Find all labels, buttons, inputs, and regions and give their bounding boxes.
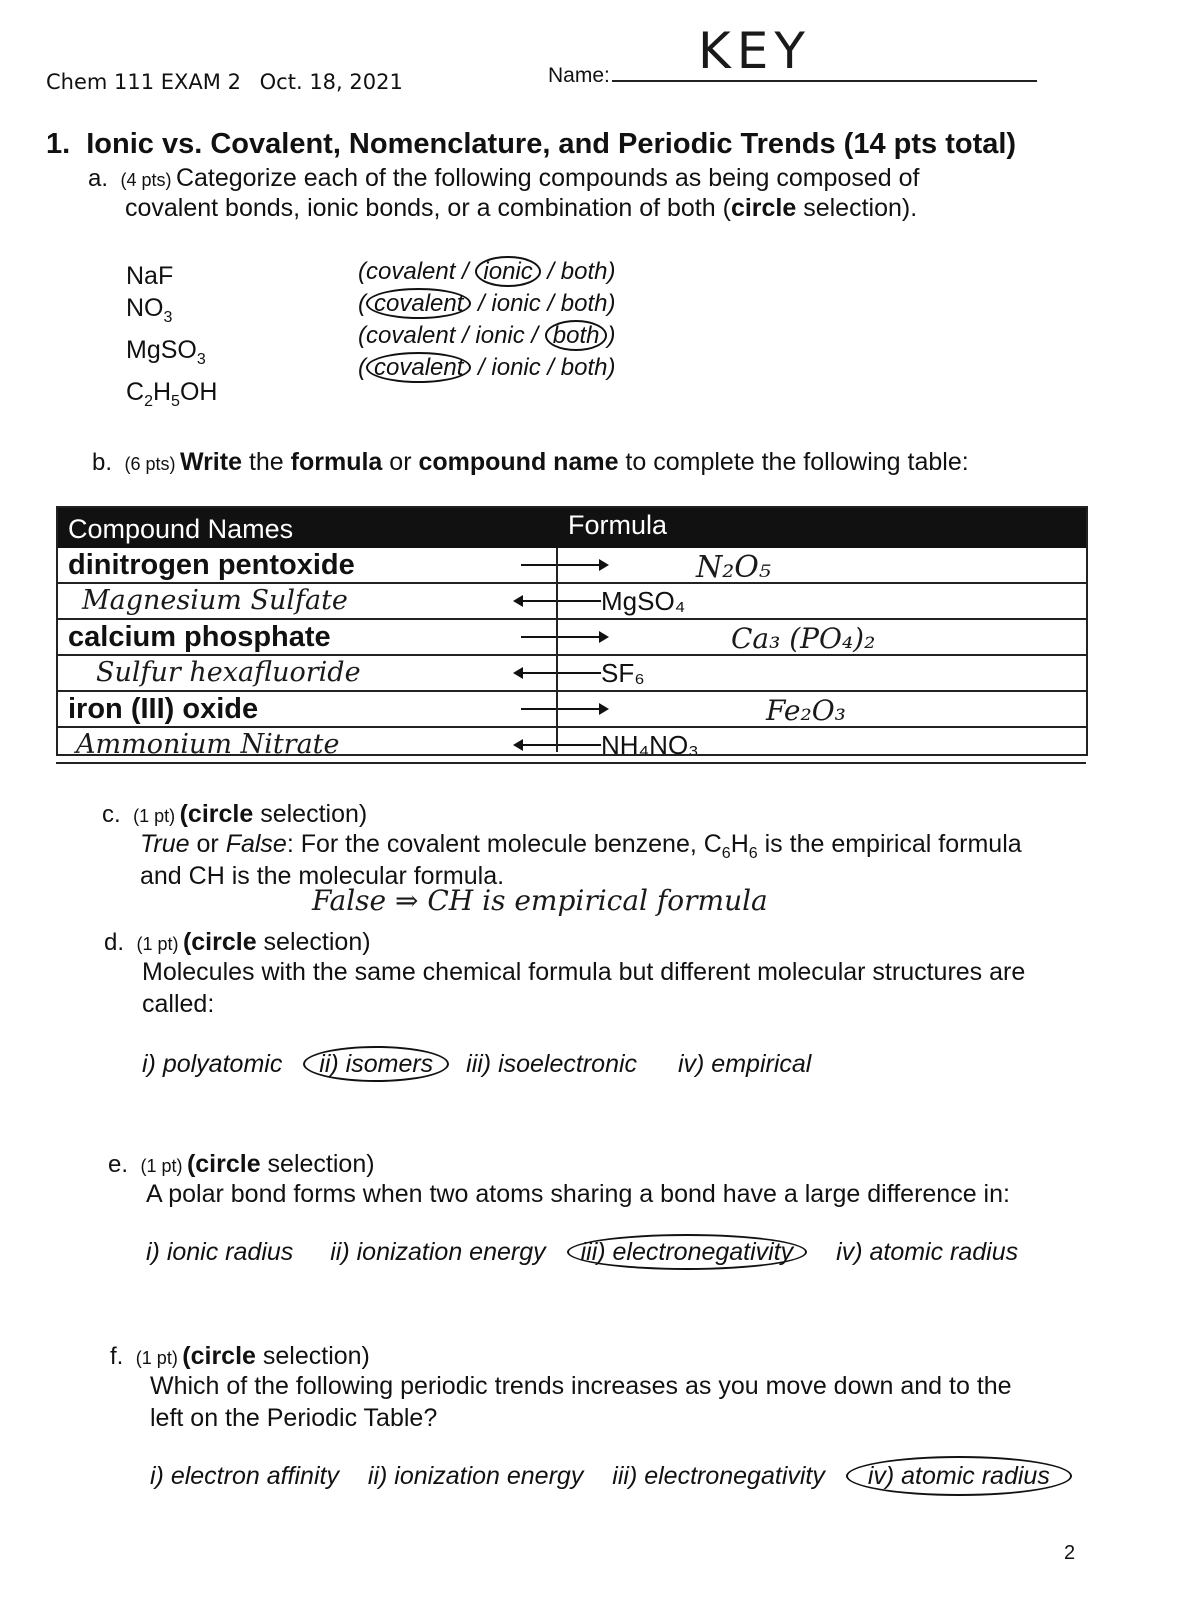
circled-answer: both [545,320,608,351]
name-line [612,80,1037,82]
part-letter: d. [104,929,125,956]
part-b-header [92,448,969,477]
name-label: Name: [548,64,610,87]
compound-2: MgSO$_3$ [126,336,206,368]
course-name: Chem 111 EXAM 2 [46,70,241,94]
compound-name[interactable]: Ammonium Nitrate [76,729,340,760]
selection-word: selection) [255,1342,370,1370]
part-e-header [108,1150,375,1179]
question-1-heading [46,128,1016,161]
choice-list [358,256,615,384]
instruction: Categorize each of the following compounds as being composed of [175,164,920,192]
part-letter: c. [102,801,121,828]
option-ionic-radius[interactable]: i) ionic radius [146,1238,294,1266]
part-e-options [146,1238,1018,1267]
choice-3[interactable]: ( covalent / ionic / both) [358,354,616,381]
col-header-names: Compound Names [68,514,294,544]
circle-word: (circle [182,928,257,956]
points: (4 pts) [120,170,172,190]
part-d-line2: called: [142,990,215,1018]
formula[interactable]: SF₆ [601,658,645,688]
part-d-options [142,1050,811,1079]
formula[interactable]: MgSO₄ [601,586,686,616]
name-value: KEY [698,22,811,80]
part-c-line2: and CH is the molecular formula. [140,862,505,890]
choice-0[interactable]: (covalent / ionic / both) [358,258,616,285]
option-electronegativity[interactable]: iii) electronegativity [612,1462,825,1490]
circle-word: (circle [179,800,254,828]
part-d-header [104,928,371,957]
formula[interactable]: NH₄NO₃ [601,730,699,760]
part-f-line2: left on the Periodic Table? [150,1404,438,1432]
compound-3: $C_2H_5OH$ [126,378,218,410]
selection-word: selection) [253,800,368,828]
option-atomic-radius[interactable]: iv) atomic radius [836,1238,1019,1266]
formula[interactable]: Ca₃ (PO₄)₂ [731,622,876,655]
compound-table [56,506,1086,764]
circle-word: (circle [182,1342,256,1370]
option-empirical[interactable]: iv) empirical [677,1050,812,1078]
option-ionization-energy[interactable]: ii) ionization energy [367,1462,584,1490]
compound-1: $NO_3$ [126,294,173,326]
exam-date: Oct. 18, 2021 [259,70,403,94]
points: (1 pt) [140,1156,183,1176]
part-d-line1: Molecules with the same chemical formula but different molecular structures are [142,958,1026,986]
instruction-text-end: selection). [796,194,918,222]
part-a-header [88,164,919,193]
part-f-line1: Which of the following periodic trends increases as you move down and to the [150,1372,1012,1400]
part-letter: e. [108,1151,129,1178]
compound-name[interactable]: Sulfur hexafluoride [96,657,361,688]
part-f-header [110,1342,370,1371]
circle-word: (circle [186,1150,261,1178]
compound-name[interactable]: dinitrogen pentoxide [68,549,355,581]
choice-1[interactable]: ( covalent / ionic / both) [358,290,616,317]
choice-2[interactable]: (covalent / ionic / both ) [358,322,616,349]
compound-name[interactable]: iron (III) oxide [68,693,259,725]
option-ionization-energy[interactable]: ii) ionization energy [330,1238,546,1266]
option-atomic-radius[interactable]: iv) atomic radius [846,1456,1072,1496]
part-letter: f. [110,1343,124,1370]
circled-answer: ionic [475,256,540,287]
compound-name[interactable]: Magnesium Sulfate [82,585,348,616]
instruction-text: covalent bonds, ionic bonds, or a combination of both ( [125,194,731,222]
points: (1 pt) [135,1348,178,1368]
part-a-instruction-line2 [125,194,917,223]
option-isoelectronic[interactable]: iii) isoelectronic [466,1050,638,1078]
points: (1 pt) [136,934,179,954]
question-title: Ionic vs. Covalent, Nomenclature, and Periodic Trends (14 pts total) [86,128,1017,160]
formula[interactable]: N₂O₅ [696,550,771,585]
points: (6 pts) [124,454,176,474]
circled-answer: covalent [366,288,471,319]
part-c-answer: False ⇒ CH is empirical formula [312,884,768,917]
col-header-formula: Formula [568,510,668,540]
table-frame [56,506,1088,756]
option-polyatomic[interactable]: i) polyatomic [142,1050,283,1078]
instruction-bold: circle [730,194,797,222]
formula[interactable]: Fe₂O₃ [766,694,846,727]
compound-0: NaF [126,262,174,290]
option-electron-affinity[interactable]: i) electron affinity [150,1462,339,1490]
part-c-line1: True or False: For the covalent molecule benzene, $C_6H_6$ is the empirical formula [140,830,1022,862]
course-title [46,70,403,94]
compound-name[interactable]: calcium phosphate [68,621,331,653]
false-option[interactable]: False [225,830,287,858]
part-c-header [102,800,367,829]
circled-answer: covalent [366,352,471,383]
part-f-options [150,1462,1072,1491]
true-option[interactable]: True [140,830,190,858]
points: (1 pt) [133,806,176,826]
page-number: 2 [1064,1542,1076,1564]
selection-word: selection) [256,928,371,956]
instruction: Write the formula or compound name to complete the following table: [179,448,969,476]
part-letter: b. [92,449,113,476]
selection-word: selection) [260,1150,375,1178]
option-electronegativity[interactable]: iii) electronegativity [567,1234,808,1270]
part-letter: a. [88,165,109,192]
part-e-line1: A polar bond forms when two atoms sharing a bond have a large difference in: [146,1180,1010,1208]
question-number: 1. [46,128,71,160]
option-isomers[interactable]: ii) isomers [303,1046,449,1082]
compound-list [126,260,217,418]
